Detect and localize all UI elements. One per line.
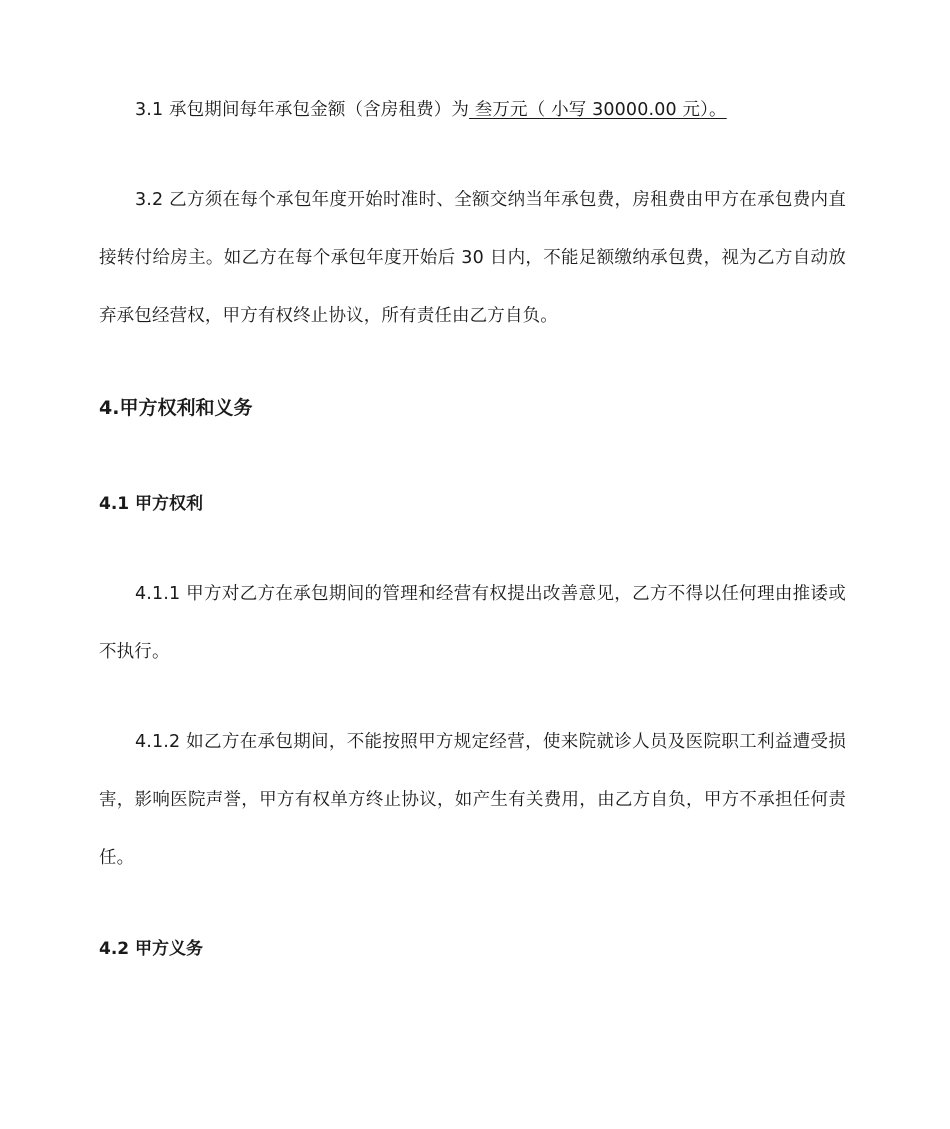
clause-4-1-1: 4.1.1 甲方对乙方在承包期间的管理和经营有权提出改善意见，乙方不得以任何理由推诿或不执行。 (99, 584, 846, 662)
section-4-heading: 4.甲方权利和义务 (99, 397, 253, 419)
clause-3-1-amount: 叁万元（ 小写 30000.00 元）。 (469, 100, 727, 120)
clause-3-1 (99, 81, 846, 139)
clause-3-2: 3.2 乙方须在每个承包年度开始时准时、全额交纳当年承包费，房租费由甲方在承包费内直接转付给房主。如乙方在每个承包年度开始后 30 日内，不能足额缴纳承包费，视为乙方自动放弃承包经营权，甲方有权终止协议，所有责任由乙方自负。 (99, 190, 846, 326)
section-4-1-heading: 4.1 甲方权利 (99, 494, 204, 514)
clause-3-1-text: 3.1 承包期间每年承包金额（含房租费）为 (135, 100, 470, 120)
section-4-2-heading: 4.2 甲方义务 (99, 939, 204, 959)
clause-4-1-2: 4.1.2 如乙方在承包期间，不能按照甲方规定经营，使来院就诊人员及医院职工利益遭受损害，影响医院声誉，甲方有权单方终止协议，如产生有关费用，由乙方自负，甲方不承担任何责任。 (99, 732, 846, 868)
